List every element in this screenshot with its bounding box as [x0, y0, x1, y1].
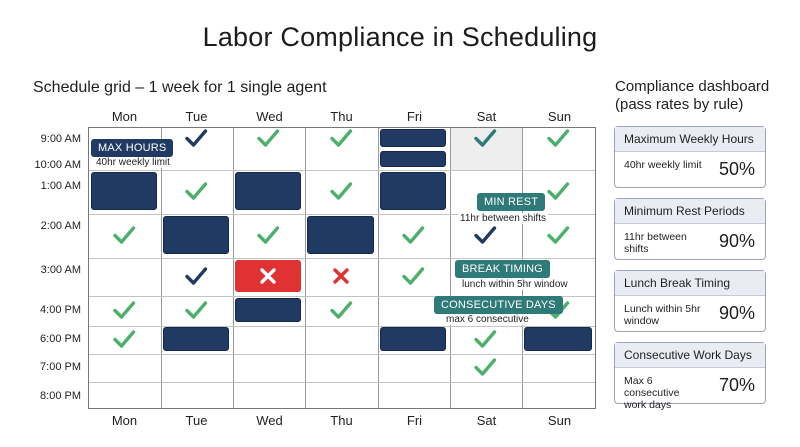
- day-label-sat: Sat: [476, 109, 497, 124]
- time-label: 6:00 PM: [40, 333, 81, 345]
- card-description: 40hr weekly limit: [624, 159, 702, 171]
- checkmark-icon: [472, 127, 498, 149]
- shift-block: [380, 172, 446, 210]
- day-label-thu: Thu: [330, 413, 353, 428]
- card-title: Maximum Weekly Hours: [615, 127, 765, 152]
- shift-block: [235, 172, 301, 210]
- callout-break-timing-desc: lunch within 5hr window: [462, 279, 568, 290]
- checkmark-icon: [183, 180, 209, 202]
- dashboard-title-line1: Compliance dashboard: [615, 78, 770, 95]
- checkmark-icon: [255, 127, 281, 149]
- checkmark-icon: [183, 299, 209, 321]
- day-label-sat: Sat: [476, 413, 497, 428]
- checkmark-icon: [545, 224, 571, 246]
- grid-row-divider: [89, 258, 595, 259]
- shift-block: [380, 129, 446, 147]
- shift-block: [163, 327, 229, 351]
- card-pass-rate: 50%: [718, 159, 755, 179]
- violation-block: [235, 260, 301, 292]
- time-label: 1:00 AM: [40, 180, 81, 192]
- callout-consecutive-days-desc: max 6 consecutive: [446, 314, 529, 325]
- checkmark-icon: [400, 265, 426, 287]
- day-label-wed: Wed: [256, 413, 283, 428]
- shift-block: [307, 216, 374, 254]
- card-title: Lunch Break Timing: [615, 271, 765, 296]
- time-label: 7:00 PM: [40, 361, 81, 373]
- compliance-card-consecutive-days: [614, 342, 766, 411]
- checkmark-icon: [400, 224, 426, 246]
- x-mark-icon: [258, 266, 278, 286]
- checkmark-icon: [545, 127, 571, 149]
- shift-block: [380, 151, 446, 167]
- checkmark-icon: [328, 127, 354, 149]
- page-title: Labor Compliance in Scheduling: [202, 22, 598, 52]
- checkmark-icon: [183, 127, 209, 149]
- checkmark-icon: [472, 224, 498, 246]
- shift-block: [524, 327, 592, 351]
- card-description: 11hr between shifts: [624, 231, 687, 255]
- checkmark-icon: [183, 265, 209, 287]
- dashboard-title: [615, 78, 769, 114]
- shift-block: [235, 298, 301, 322]
- dashboard-title-line2: (pass rates by rule): [615, 96, 744, 113]
- compliance-card-rest-periods: [614, 198, 766, 260]
- checkmark-icon: [472, 356, 498, 378]
- grid-row-divider: [89, 170, 595, 171]
- x-mark-icon: [331, 266, 351, 286]
- checkmark-icon: [111, 299, 137, 321]
- callout-max-hours-desc: 40hr weekly limit: [96, 157, 170, 168]
- time-label: 3:00 AM: [40, 264, 81, 276]
- day-label-tue: Tue: [185, 413, 208, 428]
- shift-block: [380, 327, 446, 351]
- day-label-sun: Sun: [547, 413, 572, 428]
- day-label-thu: Thu: [330, 109, 353, 124]
- checkmark-icon: [472, 328, 498, 350]
- compliance-card-weekly-hours: [614, 126, 766, 188]
- card-pass-rate: 90%: [718, 231, 755, 251]
- card-title: Minimum Rest Periods: [615, 199, 765, 224]
- time-label: 9:00 AM: [40, 133, 81, 145]
- checkmark-icon: [111, 224, 137, 246]
- time-label: 4:00 PM: [40, 304, 81, 316]
- shift-block: [163, 216, 229, 254]
- day-label-mon: Mon: [111, 413, 138, 428]
- card-pass-rate: 70%: [718, 375, 755, 395]
- card-title: Consecutive Work Days: [615, 343, 765, 368]
- card-description: Max 6 consecutive work days: [624, 375, 680, 411]
- checkmark-icon: [328, 299, 354, 321]
- checkmark-icon: [255, 224, 281, 246]
- day-label-fri: Fri: [406, 109, 423, 124]
- callout-min-rest-desc: 11hr between shifts: [460, 213, 546, 224]
- compliance-card-lunch-timing: [614, 270, 766, 332]
- grid-row-divider: [89, 354, 595, 355]
- day-label-mon: Mon: [111, 109, 138, 124]
- day-label-sun: Sun: [547, 109, 572, 124]
- time-label: 10:00 AM: [34, 159, 81, 171]
- grid-row-divider: [89, 382, 595, 383]
- callout-max-hours-label: MAX HOURS: [91, 139, 173, 157]
- callout-consecutive-days-label: CONSECUTIVE DAYS: [434, 296, 563, 314]
- time-label: 8:00 PM: [40, 390, 81, 402]
- card-pass-rate: 90%: [718, 303, 755, 323]
- time-label: 2:00 AM: [40, 220, 81, 232]
- shift-block: [91, 172, 157, 210]
- callout-min-rest-label: MIN REST: [477, 193, 545, 211]
- card-description: Lunch within 5hr window: [624, 303, 701, 327]
- day-label-wed: Wed: [256, 109, 283, 124]
- checkmark-icon: [328, 180, 354, 202]
- schedule-subtitle: Schedule grid – 1 week for 1 single agent: [33, 79, 327, 96]
- day-label-tue: Tue: [185, 109, 208, 124]
- checkmark-icon: [545, 180, 571, 202]
- callout-break-timing-label: BREAK TIMING: [455, 260, 550, 278]
- checkmark-icon: [111, 328, 137, 350]
- day-label-fri: Fri: [406, 413, 423, 428]
